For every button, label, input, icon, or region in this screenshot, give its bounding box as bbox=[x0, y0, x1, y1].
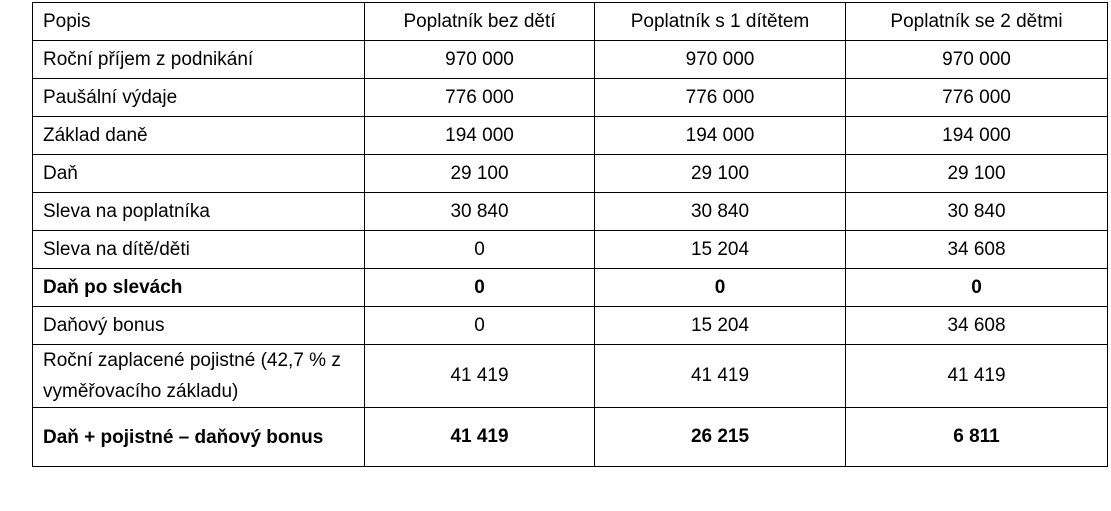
cell-two-children: 194 000 bbox=[846, 117, 1108, 155]
cell-one-child: 970 000 bbox=[595, 41, 846, 79]
row-label: Daňový bonus bbox=[33, 307, 365, 345]
table-row bbox=[33, 155, 1108, 193]
table-header-row bbox=[33, 3, 1108, 41]
table-row bbox=[33, 79, 1108, 117]
cell-two-children: 29 100 bbox=[846, 155, 1108, 193]
header-no-children: Poplatník bez dětí bbox=[365, 3, 595, 41]
cell-no-children: 0 bbox=[365, 269, 595, 307]
header-one-child: Poplatník s 1 dítětem bbox=[595, 3, 846, 41]
row-label: Paušální výdaje bbox=[33, 79, 365, 117]
cell-one-child: 29 100 bbox=[595, 155, 846, 193]
row-label: Sleva na dítě/děti bbox=[33, 231, 365, 269]
row-label: Základ daně bbox=[33, 117, 365, 155]
cell-two-children: 970 000 bbox=[846, 41, 1108, 79]
cell-no-children: 970 000 bbox=[365, 41, 595, 79]
cell-one-child: 15 204 bbox=[595, 307, 846, 345]
table-row bbox=[33, 41, 1108, 79]
cell-two-children: 776 000 bbox=[846, 79, 1108, 117]
cell-two-children: 34 608 bbox=[846, 307, 1108, 345]
cell-one-child: 194 000 bbox=[595, 117, 846, 155]
cell-two-children: 0 bbox=[846, 269, 1108, 307]
table-row bbox=[33, 231, 1108, 269]
cell-one-child: 15 204 bbox=[595, 231, 846, 269]
cell-no-children: 41 419 bbox=[365, 345, 595, 408]
cell-one-child: 0 bbox=[595, 269, 846, 307]
table-row bbox=[33, 408, 1108, 467]
cell-one-child: 776 000 bbox=[595, 79, 846, 117]
cell-no-children: 194 000 bbox=[365, 117, 595, 155]
table-row bbox=[33, 307, 1108, 345]
cell-two-children: 41 419 bbox=[846, 345, 1108, 408]
cell-no-children: 29 100 bbox=[365, 155, 595, 193]
row-label: Daň po slevách bbox=[33, 269, 365, 307]
table-row bbox=[33, 345, 1108, 408]
header-two-children: Poplatník se 2 dětmi bbox=[846, 3, 1108, 41]
cell-one-child: 41 419 bbox=[595, 345, 846, 408]
row-label: Sleva na poplatníka bbox=[33, 193, 365, 231]
table-row bbox=[33, 193, 1108, 231]
cell-one-child: 26 215 bbox=[595, 408, 846, 467]
cell-no-children: 0 bbox=[365, 231, 595, 269]
table-row bbox=[33, 117, 1108, 155]
cell-no-children: 41 419 bbox=[365, 408, 595, 467]
header-description: Popis bbox=[33, 3, 365, 41]
cell-two-children: 34 608 bbox=[846, 231, 1108, 269]
table-row bbox=[33, 269, 1108, 307]
cell-two-children: 6 811 bbox=[846, 408, 1108, 467]
row-label: Roční zaplacené pojistné (42,7 % z vyměřovacího základu) bbox=[33, 345, 365, 408]
cell-two-children: 30 840 bbox=[846, 193, 1108, 231]
cell-no-children: 776 000 bbox=[365, 79, 595, 117]
tax-comparison-table bbox=[32, 2, 1108, 467]
row-label: Roční příjem z podnikání bbox=[33, 41, 365, 79]
row-label: Daň bbox=[33, 155, 365, 193]
row-label: Daň + pojistné – daňový bonus bbox=[33, 408, 365, 467]
cell-one-child: 30 840 bbox=[595, 193, 846, 231]
cell-no-children: 30 840 bbox=[365, 193, 595, 231]
cell-no-children: 0 bbox=[365, 307, 595, 345]
